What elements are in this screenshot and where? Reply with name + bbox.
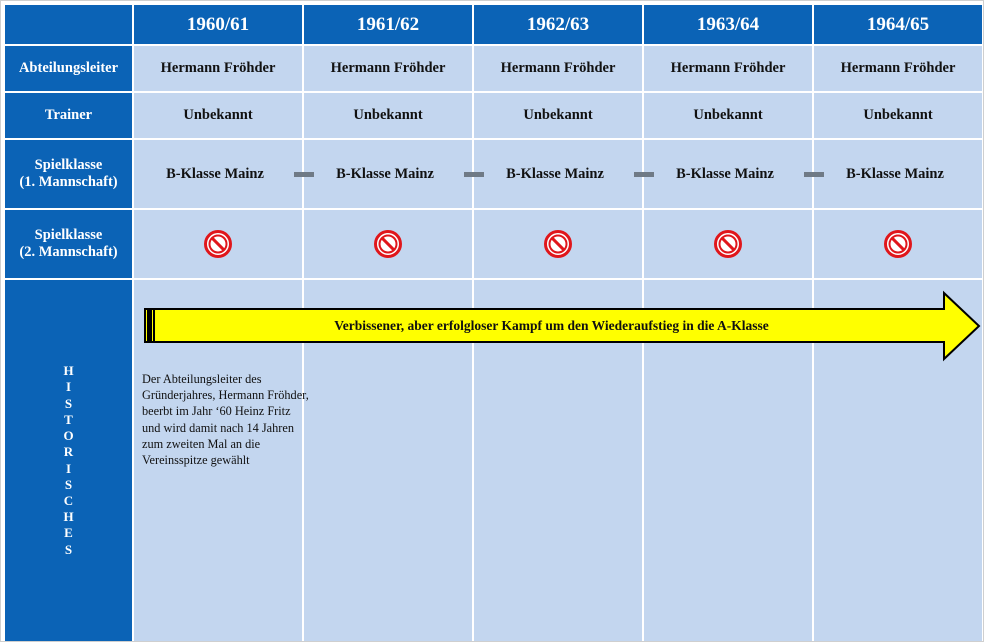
leader-cell: Hermann Fröhder xyxy=(134,46,302,91)
history-letter: S xyxy=(64,476,73,492)
history-letter: T xyxy=(64,411,73,427)
history-letter: E xyxy=(64,525,73,541)
row-label-subtext: (1. Mannschaft) xyxy=(19,174,118,190)
leader-cell: Hermann Fröhder xyxy=(814,46,982,91)
league-first-cell: B-Klasse Mainz xyxy=(814,140,982,208)
season-header: 1962/63 xyxy=(474,5,642,44)
history-letter: O xyxy=(63,428,74,444)
season-header: 1960/61 xyxy=(134,5,302,44)
season-header: 1964/65 xyxy=(814,5,982,44)
history-letter: S xyxy=(64,541,73,557)
row-label-text: Trainer xyxy=(44,107,93,123)
league-first-cell: B-Klasse Mainz xyxy=(134,140,302,208)
row-label-text: Abteilungsleiter xyxy=(18,60,119,76)
history-letter: I xyxy=(65,379,72,395)
arrow-caption: Verbissener, aber erfolgloser Kampf um den Wiederaufstieg in die A-Klasse xyxy=(334,318,769,333)
row-label-text: Spielklasse xyxy=(34,227,103,243)
history-letter: H xyxy=(63,363,74,379)
league-first-cell: B-Klasse Mainz xyxy=(644,140,812,208)
row-label-text: Spielklasse xyxy=(34,157,103,173)
history-note: Der Abteilungsleiter des Gründerjahres, Hermann Fröhder, beerbt im Jahr ‘60 Heinz Fritz und wird damit nach 14 Jahren zum zweiten Mal an die Vereinsspitze gewählt xyxy=(142,372,309,468)
row-label-subtext: (2. Mannschaft) xyxy=(19,244,118,260)
history-letter: R xyxy=(63,444,74,460)
trainer-cell: Unbekannt xyxy=(304,93,472,138)
leader-cell: Hermann Fröhder xyxy=(304,46,472,91)
league-first-cell: B-Klasse Mainz xyxy=(474,140,642,208)
history-letter: S xyxy=(64,395,73,411)
history-letter: C xyxy=(63,492,74,508)
trainer-cell: Unbekannt xyxy=(474,93,642,138)
history-letter: H xyxy=(63,509,74,525)
history-letter: I xyxy=(65,460,72,476)
season-header: 1963/64 xyxy=(644,5,812,44)
trainer-cell: Unbekannt xyxy=(134,93,302,138)
trainer-cell: Unbekannt xyxy=(644,93,812,138)
league-first-cell: B-Klasse Mainz xyxy=(304,140,472,208)
season-header: 1961/62 xyxy=(304,5,472,44)
trainer-cell: Unbekannt xyxy=(814,93,982,138)
leader-cell: Hermann Fröhder xyxy=(644,46,812,91)
leader-cell: Hermann Fröhder xyxy=(474,46,642,91)
